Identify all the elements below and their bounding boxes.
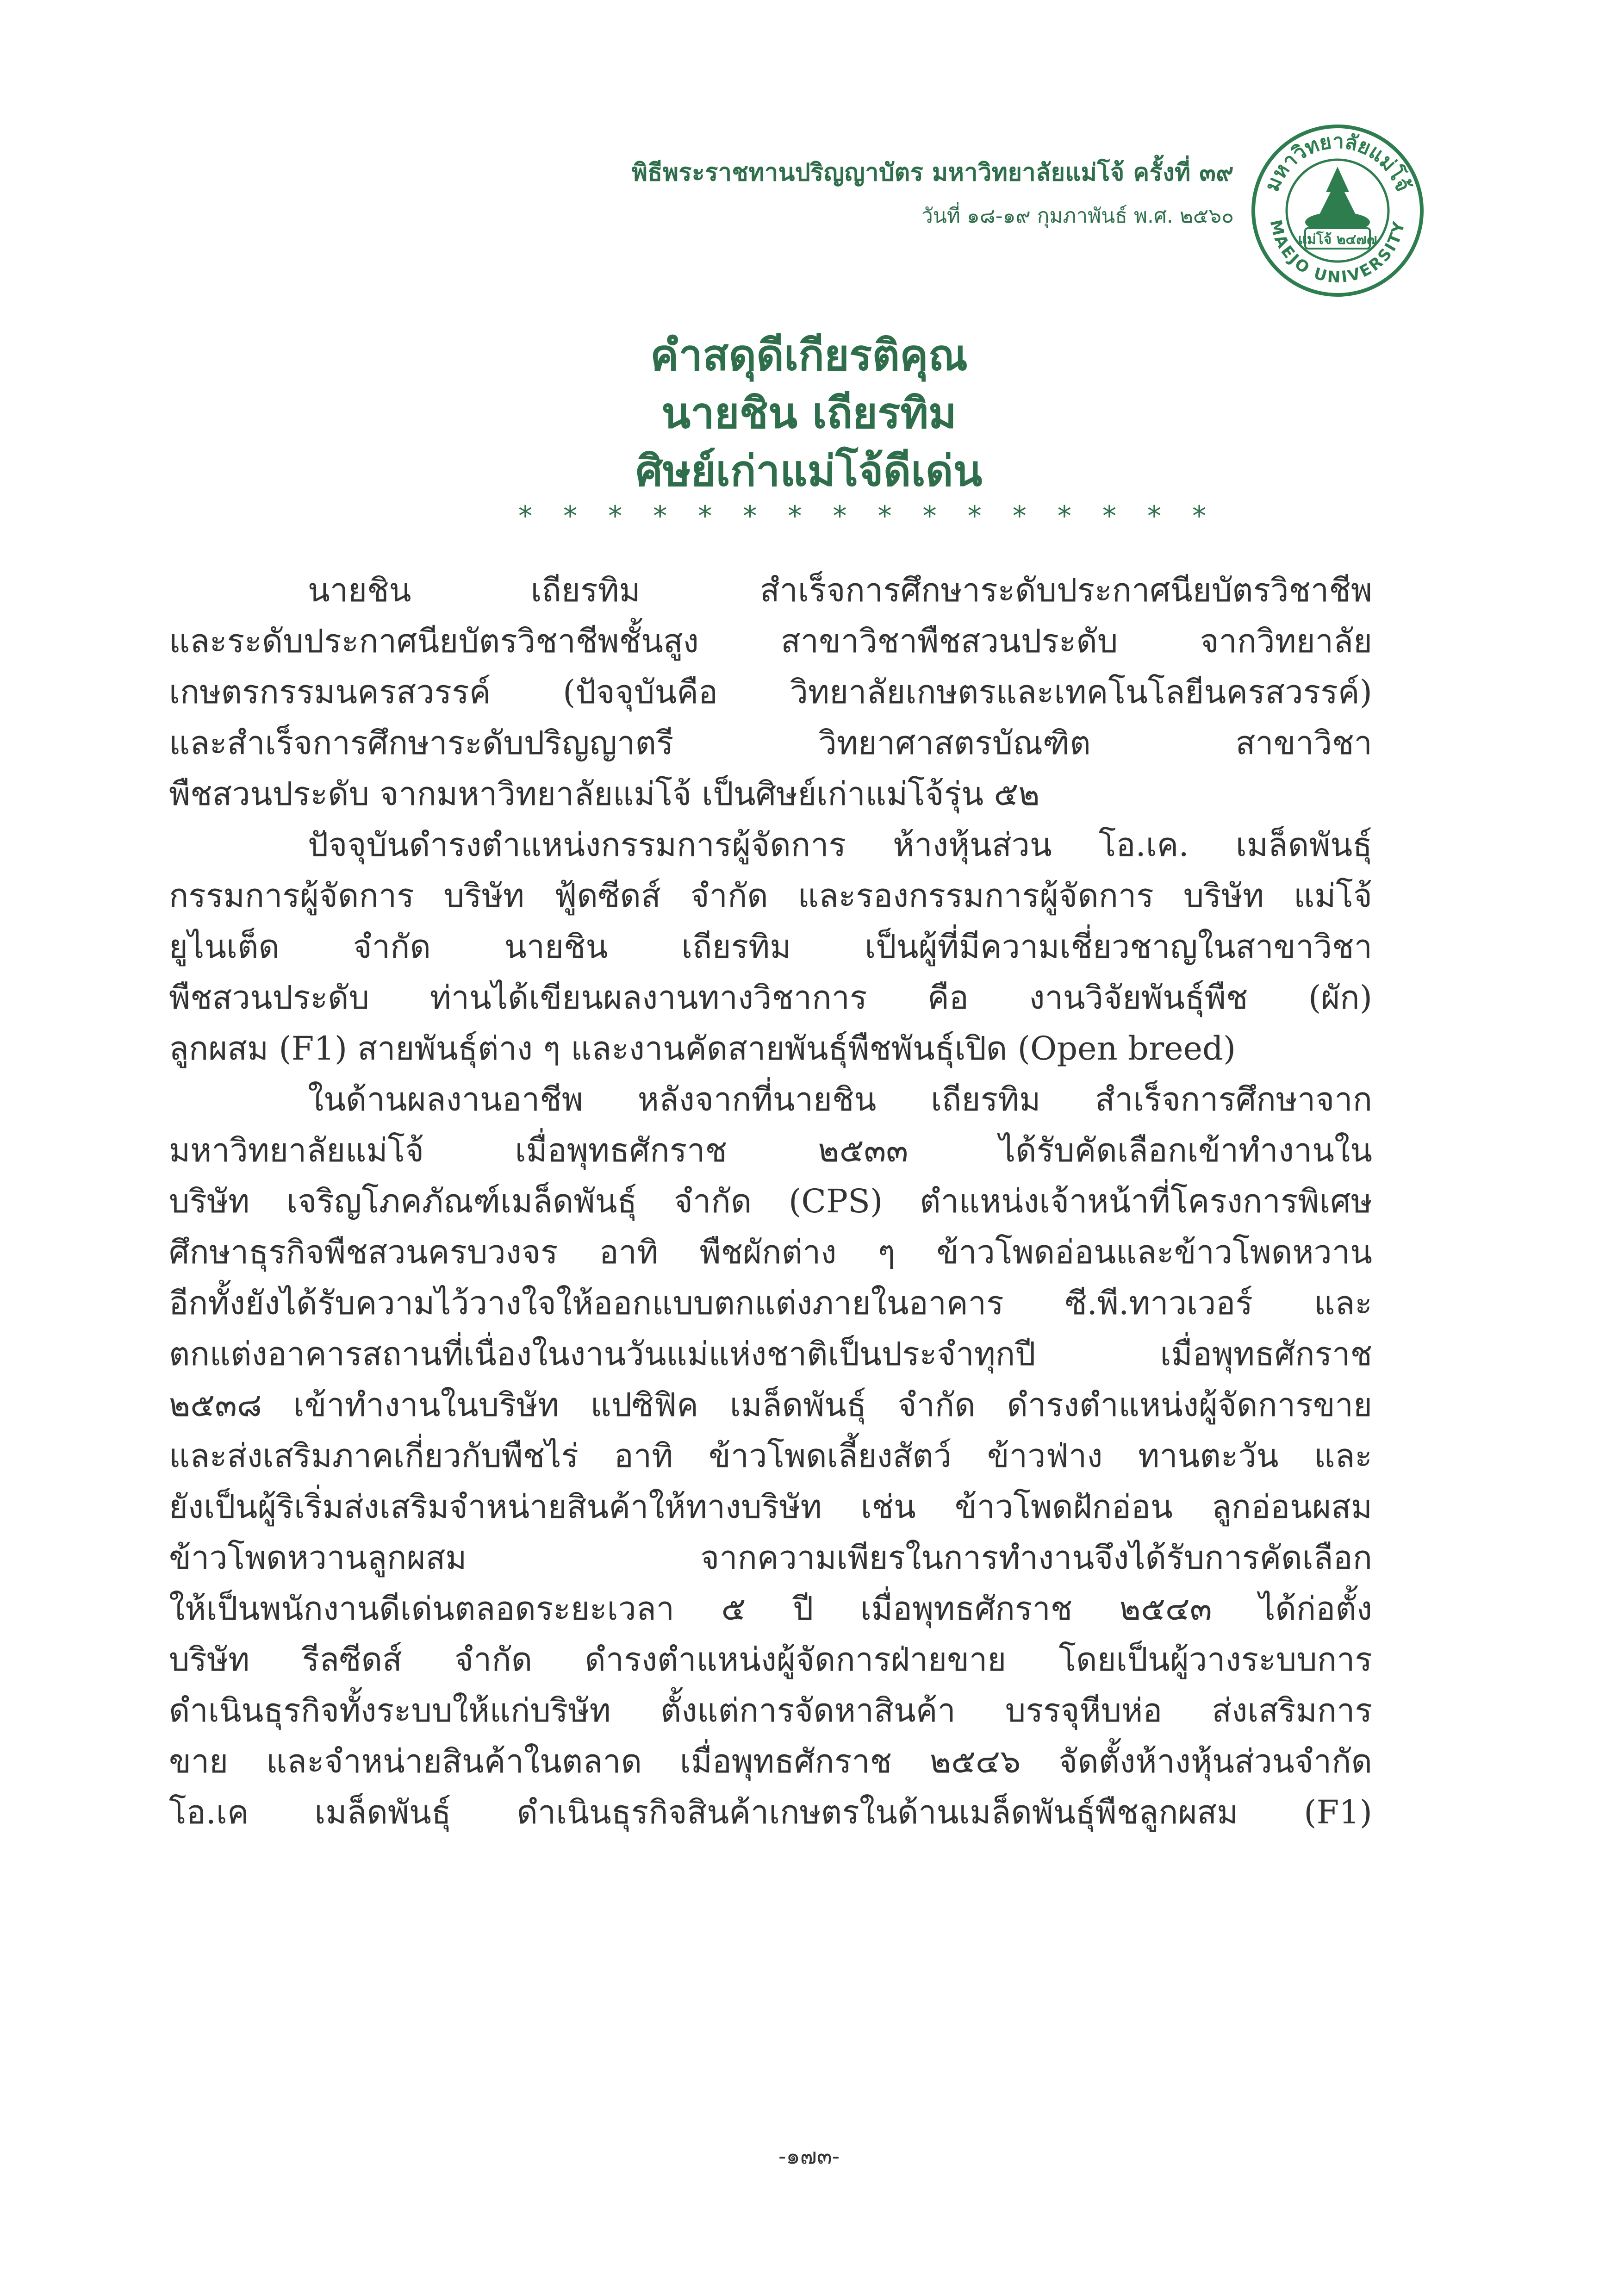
body-line: ในด้านผลงานอาชีพ หลังจากที่นายชิน เถียรทิม สำเร็จการศึกษาจาก <box>308 1080 1372 1118</box>
body-line: ยังเป็นผู้ริเริ่มส่งเสริมจำหน่ายสินค้าให้ทางบริษัท เช่น ข้าวโพดฝักอ่อน ลูกอ่อนผสม <box>169 1488 1372 1526</box>
university-seal-logo <box>1250 123 1425 299</box>
body-line: และระดับประกาศนียบัตรวิชาชีพชั้นสูง สาขาวิชาพืชสวนประดับ จากวิทยาลัย <box>169 622 1372 660</box>
body-line: และสำเร็จการศึกษาระดับปริญญาตรี วิทยาศาสตรบัณฑิต สาขาวิชา <box>169 724 1372 762</box>
seal-bottom-text: MAEJO UNIVERSITY <box>1266 218 1409 287</box>
title-honor: คำสดุดีเกียรติคุณ <box>650 331 968 380</box>
body-line: กรรมการผู้จัดการ บริษัท ฟู้ดซีดส์ จำกัด และรองกรรมการผู้จัดการ บริษัท แม่โจ้ <box>169 877 1372 915</box>
body-line: ขาย และจำหน่ายสินค้าในตลาด เมื่อพุทธศักราช ๒๕๔๖ จัดตั้งห้างหุ้นส่วนจำกัด <box>169 1742 1372 1780</box>
body-text <box>169 565 1372 1838</box>
body-line: มหาวิทยาลัยแม่โจ้ เมื่อพุทธศักราช ๒๕๓๓ ได้รับคัดเลือกเข้าทำงานใน <box>169 1131 1372 1169</box>
body-line: ข้าวโพดหวานลูกผสม จากความเพียรในการทำงานจึงได้รับการคัดเลือก <box>169 1539 1372 1577</box>
seal-inner-text: แม่โจ้ ๒๔๗๗ <box>1298 231 1377 248</box>
ceremony-date: วันที่ ๑๘-๑๙ กุมภาพันธ์ พ.ศ. ๒๕๖๐ <box>921 204 1234 228</box>
ceremony-header <box>632 153 1234 232</box>
title-block <box>0 326 1618 500</box>
page-number: -๑๗๓- <box>778 2143 840 2169</box>
body-line: อีกทั้งยังได้รับความไว้วางใจให้ออกแบบตกแต่งภายในอาคาร ซี.พี.ทาวเวอร์ และ <box>169 1284 1372 1322</box>
body-line: ตกแต่งอาคารสถานที่เนื่องในงานวันแม่แห่งชาติเป็นประจำทุกปี เมื่อพุทธศักราช <box>169 1335 1372 1373</box>
body-line: บริษัท รีลซีดส์ จำกัด ดำรงตำแหน่งผู้จัดการฝ่ายขาย โดยเป็นผู้วางระบบการ <box>169 1641 1372 1678</box>
body-line: ให้เป็นพนักงานดีเด่นตลอดระยะเวลา ๕ ปี เมื่อพุทธศักราช ๒๕๔๓ ได้ก่อตั้ง <box>169 1590 1372 1628</box>
body-line: บริษัท เจริญโภคภัณฑ์เมล็ดพันธุ์ จำกัด (CPS) ตำแหน่งเจ้าหน้าที่โครงการพิเศษ <box>169 1182 1372 1220</box>
body-line: เกษตรกรรมนครสวรรค์ (ปัจจุบันคือ วิทยาลัยเกษตรและเทคโนโลยีนครสวรรค์) <box>169 673 1372 711</box>
body-line: ยูไนเต็ด จำกัด นายชิน เถียรทิม เป็นผู้ที่มีความเชี่ยวชาญในสาขาวิชา <box>169 928 1372 966</box>
body-line: และส่งเสริมภาคเกี่ยวกับพืชไร่ อาทิ ข้าวโพดเลี้ยงสัตว์ ข้าวฟ่าง ทานตะวัน และ <box>169 1437 1372 1475</box>
body-line: ดำเนินธุรกิจทั้งระบบให้แก่บริษัท ตั้งแต่การจัดหาสินค้า บรรจุหีบห่อ ส่งเสริมการ <box>169 1691 1372 1729</box>
body-line: นายชิน เถียรทิม สำเร็จการศึกษาระดับประกาศนียบัตรวิชาชีพ <box>308 571 1372 609</box>
body-line: พืชสวนประดับ จากมหาวิทยาลัยแม่โจ้ เป็นศิษย์เก่าแม่โจ้รุ่น ๕๒ <box>169 775 1040 813</box>
seal-top-text: มหาวิทยาลัยแม่โจ้ <box>1260 129 1415 195</box>
body-line: ๒๕๓๘ เข้าทำงานในบริษัท แปซิฟิค เมล็ดพันธุ์ จำกัด ดำรงตำแหน่งผู้จัดการขาย <box>169 1386 1372 1424</box>
title-name: นายชิน เถียรทิม <box>661 388 957 438</box>
ceremony-title: พิธีพระราชทานปริญญาบัตร มหาวิทยาลัยแม่โจ้ ครั้งที่ ๓๙ <box>631 159 1234 187</box>
body-line: โอ.เค เมล็ดพันธุ์ ดำเนินธุรกิจสินค้าเกษตรในด้านเมล็ดพันธุ์พืชลูกผสม (F1) <box>169 1793 1372 1831</box>
body-line: พืชสวนประดับ ท่านได้เขียนผลงานทางวิชาการ คือ งานวิจัยพันธุ์พืช (ผัก) <box>169 979 1372 1017</box>
body-line: ปัจจุบันดำรงตำแหน่งกรรมการผู้จัดการ ห้างหุ้นส่วน โอ.เค. เมล็ดพันธุ์ <box>308 826 1372 864</box>
body-line: ลูกผสม (F1) สายพันธุ์ต่าง ๆ และงานคัดสายพันธุ์พืชพันธุ์เปิด (Open breed) <box>169 1029 1236 1067</box>
title-separator: * * * * * * * * * * * * * * * * <box>518 500 1218 532</box>
title-award: ศิษย์เก่าแม่โจ้ดีเด่น <box>635 446 983 496</box>
body-line: ศึกษาธุรกิจพืชสวนครบวงจร อาทิ พืชผักต่าง ๆ ข้าวโพดอ่อนและข้าวโพดหวาน <box>169 1233 1372 1271</box>
